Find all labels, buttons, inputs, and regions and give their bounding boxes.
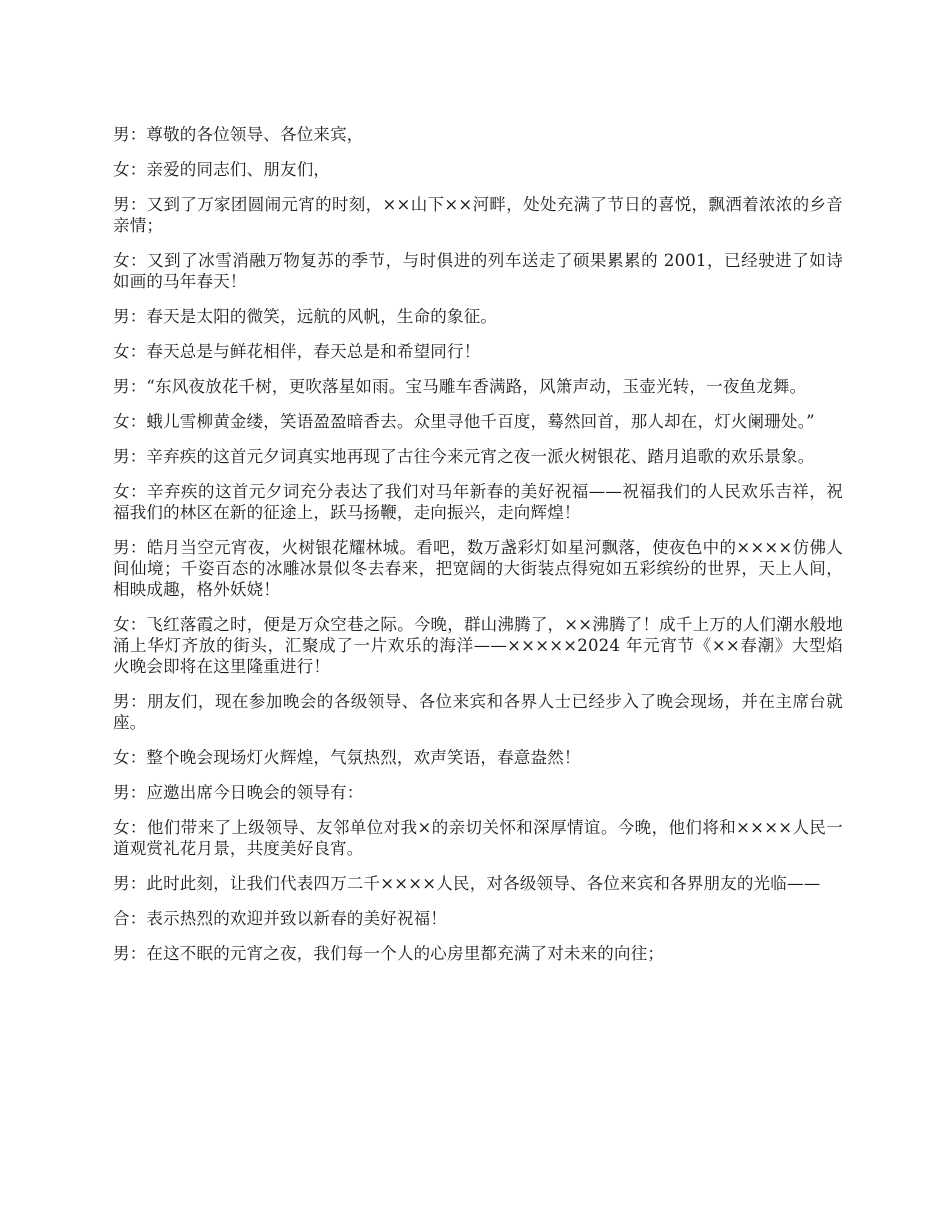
paragraph: 男：皓月当空元宵夜，火树银花耀林城。看吧，数万盏彩灯如星河飘落，使夜色中的××××仿佛人间仙境；千姿百态的冰雕冰景似冬去春来，把宽阔的大街装点得宛如五彩缤纷的世界，天上人间，相映成趣，格外妖娆！	[113, 538, 843, 599]
paragraph: 男：尊敬的各位领导、各位来宾，	[113, 125, 364, 144]
paragraph: 男：在这不眠的元宵之夜，我们每一个人的心房里都充满了对未来的向往；	[113, 944, 665, 963]
paragraph: 男：又到了万家团圆闹元宵的时刻，××山下××河畔，处处充满了节日的喜悦，飘洒着浓浓的乡音亲情；	[113, 195, 843, 235]
paragraph: 女：又到了冰雪消融万物复苏的季节，与时俱进的列车送走了硕果累累的 2001，已经驶进了如诗如画的马年春天！	[113, 251, 843, 291]
paragraph: 女：整个晚会现场灯火辉煌，气氛热烈，欢声笑语，春意盎然！	[113, 748, 581, 767]
paragraph: 女：蛾儿雪柳黄金缕，笑语盈盈暗香去。众里寻他千百度，蓦然回首，那人却在，灯火阑珊处。”	[113, 412, 815, 431]
document-body	[113, 124, 843, 978]
paragraph: 合：表示热烈的欢迎并致以新春的美好祝福！	[113, 909, 447, 928]
paragraph: 男：应邀出席今日晚会的领导有：	[113, 783, 364, 802]
paragraph: 男：此时此刻，让我们代表四万二千××××人民，对各级领导、各位来宾和各界朋友的光临——	[113, 874, 821, 893]
paragraph: 男：“东风夜放花千树，更吹落星如雨。宝马雕车香满路，风箫声动，玉壶光转，一夜鱼龙舞。	[113, 377, 807, 396]
paragraph: 女：飞红落霞之时，便是万众空巷之际。今晚，群山沸腾了，××沸腾了！成千上万的人们潮水般地涌上华灯齐放的街头，汇聚成了一片欢乐的海洋——×××××2024 年元宵节《××春潮》大型焰火晚会即将在这里隆重进行！	[113, 615, 843, 676]
paragraph: 女：春天总是与鲜花相伴，春天总是和希望同行！	[113, 342, 481, 361]
paragraph: 女：辛弃疾的这首元夕词充分表达了我们对马年新春的美好祝福——祝福我们的人民欢乐吉祥，祝福我们的林区在新的征途上，跃马扬鞭，走向振兴，走向辉煌！	[113, 482, 843, 522]
paragraph: 女：他们带来了上级领导、友邻单位对我×的亲切关怀和深厚情谊。今晚，他们将和××××人民一道观赏礼花月景，共度美好良宵。	[113, 818, 843, 858]
paragraph: 女：亲爱的同志们、朋友们，	[113, 160, 331, 179]
paragraph: 男：朋友们，现在参加晚会的各级领导、各位来宾和各界人士已经步入了晚会现场，并在主席台就座。	[113, 692, 843, 732]
paragraph: 男：春天是太阳的微笑，远航的风帆，生命的象征。	[113, 307, 498, 326]
paragraph: 男：辛弃疾的这首元夕词真实地再现了古往今来元宵之夜一派火树银花、踏月追歌的欢乐景象。	[113, 447, 815, 466]
